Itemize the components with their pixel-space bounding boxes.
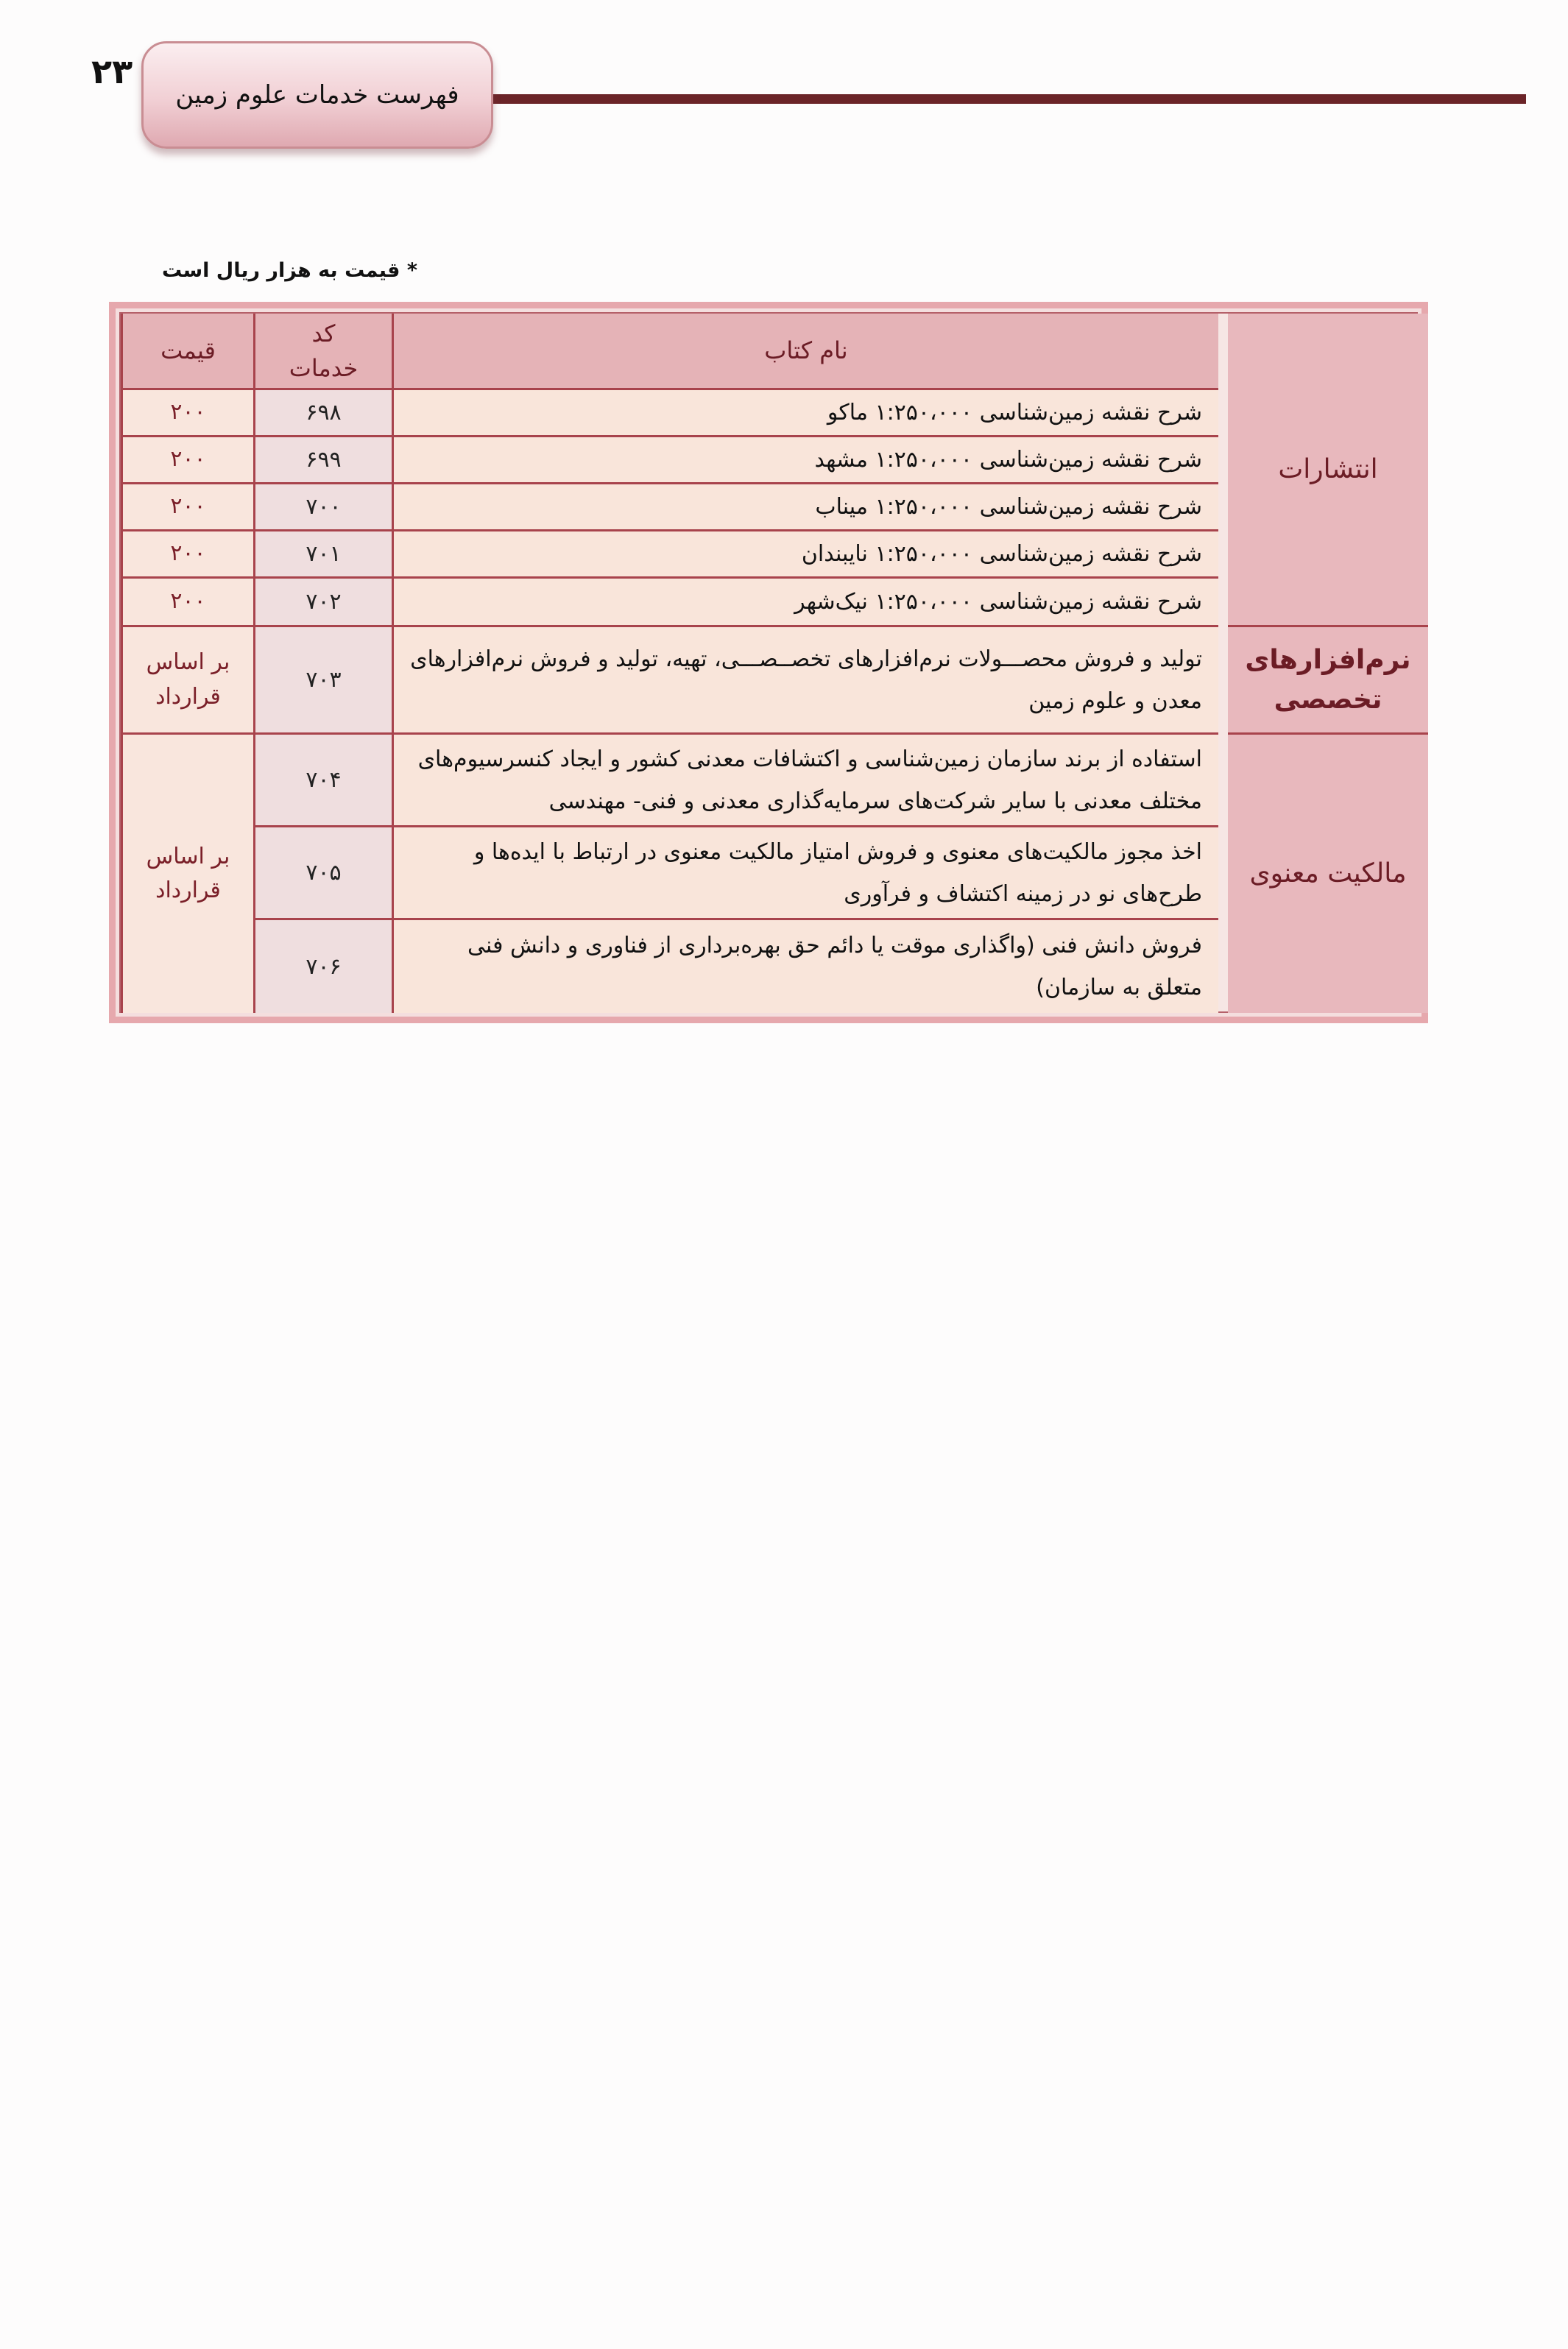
price-cell: بر اساس قرارداد (121, 735, 253, 1013)
page-number: ۲۳ (91, 52, 133, 91)
name-cell: شرح نقشه زمین‌شناسی ۱:۲۵۰،۰۰۰ مشهد (392, 437, 1218, 484)
code-cell: ۷۰۲ (253, 579, 392, 627)
code-cell: ۷۰۱ (253, 531, 392, 579)
code-cell: ۷۰۵ (253, 827, 392, 920)
services-table-body (119, 312, 1418, 1013)
category-intellectual-property: مالکیت معنوی (1228, 735, 1428, 1013)
header-code-line1: کد (311, 319, 336, 348)
price-unit-note: * قیمت به هزار ریال است (162, 259, 417, 282)
name-cell: تولید و فروش محصـــولات نرم‌افزارهای تخصــصـــی، تهیه، تولید و فروش نرم‌افزارهای معدن و علوم زمین (392, 627, 1218, 735)
price-cell: ۲۰۰ (121, 579, 253, 627)
category-publications: انتشارات (1228, 314, 1428, 627)
name-cell: استفاده از برند سازمان زمین‌شناسی و اکتشافات معدنی کشور و ایجاد کنسرسیوم‌های مختلف معدنی با سایر شرکت‌های سرمایه‌گذاری معدنی و فنی- مهندسی (392, 735, 1218, 827)
header-price: قیمت (121, 314, 253, 390)
category-software: نرم‌افزارهای تخصصی (1228, 627, 1428, 735)
code-cell: ۷۰۴ (253, 735, 392, 827)
name-cell: اخذ مجوز مالکیت‌های معنوی و فروش امتیاز مالکیت معنوی در ارتباط با ایده‌ها و طرح‌های نو در زمینه اکتشاف و فرآوری (392, 827, 1218, 920)
name-cell: شرح نقشه زمین‌شناسی ۱:۲۵۰،۰۰۰ نیک‌شهر (392, 579, 1218, 627)
price-cell: بر اساس قرارداد (121, 627, 253, 735)
code-cell: ۷۰۰ (253, 484, 392, 531)
code-cell: ۶۹۸ (253, 390, 392, 437)
code-cell: ۷۰۶ (253, 920, 392, 1013)
price-cell: ۲۰۰ (121, 390, 253, 437)
name-cell: شرح نقشه زمین‌شناسی ۱:۲۵۰،۰۰۰ میناب (392, 484, 1218, 531)
header-code-line2: خدمات (289, 353, 359, 382)
name-cell: فروش دانش فنی (واگذاری موقت یا دائم حق بهره‌برداری از فناوری و دانش فنی متعلق به سازمان) (392, 920, 1218, 1013)
price-cell: ۲۰۰ (121, 531, 253, 579)
column-gap (1218, 314, 1228, 1010)
header-code (253, 314, 392, 390)
header-title-tab: فهرست خدمات علوم زمین (141, 41, 493, 149)
code-cell: ۶۹۹ (253, 437, 392, 484)
price-cell: ۲۰۰ (121, 437, 253, 484)
header-rule (486, 94, 1526, 104)
services-table (109, 302, 1428, 1023)
name-cell: شرح نقشه زمین‌شناسی ۱:۲۵۰،۰۰۰ ماکو (392, 390, 1218, 437)
price-cell: ۲۰۰ (121, 484, 253, 531)
code-cell: ۷۰۳ (253, 627, 392, 735)
header-name: نام کتاب (392, 314, 1218, 390)
name-cell: شرح نقشه زمین‌شناسی ۱:۲۵۰،۰۰۰ نایبندان (392, 531, 1218, 579)
